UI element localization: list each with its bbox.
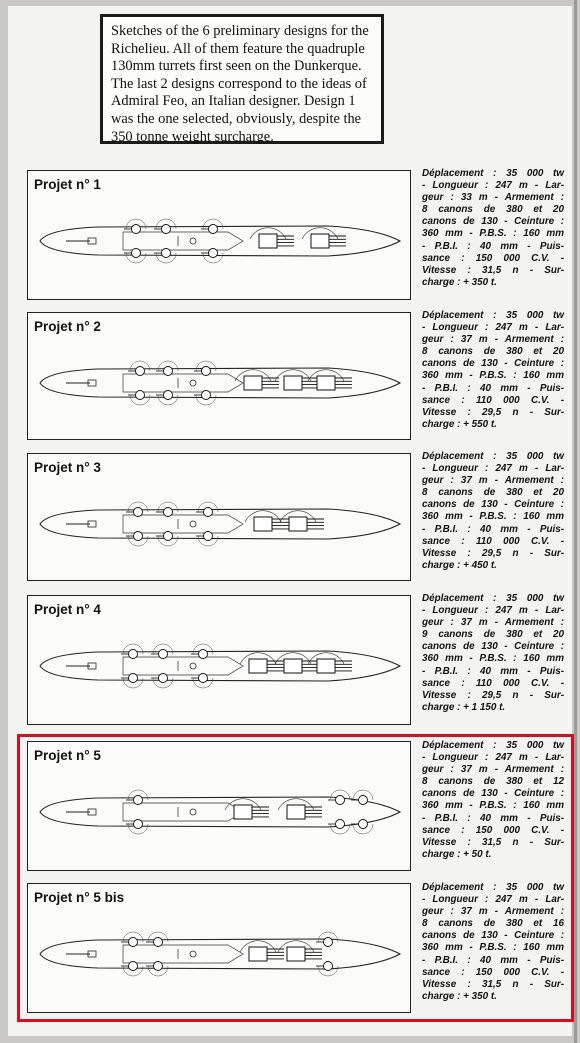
secondary-turret xyxy=(134,532,143,541)
spec-line: charge : + 50 t. xyxy=(422,848,492,860)
spec-line: charge : + 1 150 t. xyxy=(422,701,506,713)
spec-line: canons de 130 - Ceinture : xyxy=(422,788,564,800)
spec-line: Déplacement : 35 000 tw xyxy=(422,882,564,893)
spec-line: sance : 150 000 C.V. - xyxy=(422,252,564,264)
spec-line: - Longueur : 247 m - Lar- xyxy=(422,322,564,334)
spec-line: - P.B.I. : 40 mm - Puis- xyxy=(422,382,564,394)
funnel xyxy=(190,380,196,386)
main-turret xyxy=(259,234,277,248)
hull-outline xyxy=(40,226,400,256)
design-panel-4 xyxy=(27,595,411,725)
spec-line: Déplacement : 35 000 tw xyxy=(422,740,564,751)
caption-line: The last 2 designs correspond to the ideas of xyxy=(111,75,367,92)
secondary-turret xyxy=(204,508,213,517)
spec-line: canons de 130 - Ceinture : xyxy=(422,358,564,370)
spec-line: sance : 150 000 C.V. - xyxy=(422,824,564,836)
design-specs-3 xyxy=(422,451,564,572)
secondary-turret xyxy=(129,650,138,659)
hull-outline xyxy=(40,651,400,681)
spec-line: - Longueur : 247 m - Lar- xyxy=(422,752,564,764)
spec-line: Vitesse : 29,5 n - Sur- xyxy=(422,689,564,701)
design-title: Projet n° 5 xyxy=(34,748,101,763)
superstructure xyxy=(123,657,243,675)
secondary-turret xyxy=(129,674,138,683)
design-panel-3 xyxy=(27,453,411,581)
spec-line: geur : 37 m - Armement : xyxy=(422,334,564,346)
spec-line: canons de 130 - Ceinture : xyxy=(422,216,564,228)
ship-sketch xyxy=(28,171,412,301)
funnel xyxy=(190,521,196,527)
spec-line: geur : 37 m - Armement : xyxy=(422,764,564,776)
main-turret xyxy=(249,659,267,673)
spec-line: Vitesse : 31,5 n - Sur- xyxy=(422,836,564,848)
design-specs-1 xyxy=(422,168,564,289)
secondary-turret xyxy=(199,674,208,683)
caption-line: Sketches of the 6 preliminary designs for the xyxy=(111,23,369,39)
spec-line: canons de 130 - Ceinture : xyxy=(422,641,564,653)
superstructure xyxy=(123,232,243,250)
spec-line: Vitesse : 29,5 n - Sur- xyxy=(422,547,564,559)
secondary-turret xyxy=(209,249,218,258)
spec-line: - Longueur : 247 m - Lar- xyxy=(422,463,564,475)
spec-line: Déplacement : 35 000 tw xyxy=(422,310,564,321)
caption-line: 130mm turrets first seen on the Dunkerque. xyxy=(111,58,362,75)
spec-line: Déplacement : 35 000 tw xyxy=(422,168,564,179)
superstructure xyxy=(123,374,243,392)
spec-line: geur : 37 m - Armement : xyxy=(422,617,564,629)
secondary-turret xyxy=(134,508,143,517)
funnel xyxy=(190,663,196,669)
design-panel-1 xyxy=(27,170,411,300)
secondary-turret xyxy=(159,650,168,659)
main-turret xyxy=(244,376,262,390)
spec-line: 9 canons de 380 et 20 xyxy=(422,629,564,641)
main-turret xyxy=(284,376,302,390)
secondary-turret xyxy=(132,225,141,234)
spec-line: geur : 37 m - Armement : xyxy=(422,475,564,487)
spec-line: charge : + 450 t. xyxy=(422,559,497,571)
secondary-turret xyxy=(162,225,171,234)
spec-line: Vitesse : 29,5 n - Sur- xyxy=(422,406,564,418)
design-specs-2 xyxy=(422,310,564,431)
design-title: Projet n° 5 bis xyxy=(34,890,125,905)
design-title: Projet n° 4 xyxy=(34,602,101,617)
secondary-turret xyxy=(136,367,145,376)
spec-line: canons de 130 - Ceinture : xyxy=(422,499,564,511)
secondary-turret xyxy=(164,391,173,400)
main-turret xyxy=(289,517,307,531)
spec-line: sance : 150 000 C.V. - xyxy=(422,966,564,978)
spec-line: 8 canons de 380 et 12 xyxy=(422,776,564,788)
design-specs-4 xyxy=(422,593,564,714)
main-turret xyxy=(284,659,302,673)
spec-line: 8 canons de 380 et 16 xyxy=(422,918,564,930)
caption-line: Admiral Feo, an Italian designer. Design 1 xyxy=(111,93,356,110)
spec-line: canons de 130 - Ceinture : xyxy=(422,930,564,942)
spec-line: - Longueur : 247 m - Lar- xyxy=(422,605,564,617)
spec-line: Vitesse : 31,5 n - Sur- xyxy=(422,264,564,276)
main-turret xyxy=(254,517,272,531)
spec-line: 360 mm - P.B.S. : 160 mm xyxy=(422,653,564,665)
spec-line: - P.B.I. : 40 mm - Puis- xyxy=(422,665,564,677)
spec-line: 360 mm - P.B.S. : 160 mm xyxy=(422,942,564,954)
main-turret xyxy=(317,376,335,390)
secondary-turret xyxy=(159,674,168,683)
caption-box xyxy=(100,14,384,144)
main-turret xyxy=(311,234,329,248)
design-panel-2 xyxy=(27,312,411,440)
spec-line: 8 canons de 380 et 20 xyxy=(422,346,564,358)
spec-line: Vitesse : 31,5 n - Sur- xyxy=(422,978,564,990)
funnel xyxy=(190,238,196,244)
superstructure xyxy=(123,515,243,533)
spec-line: charge : + 350 t. xyxy=(422,276,497,288)
design-title: Projet n° 2 xyxy=(34,319,101,334)
design-title: Projet n° 3 xyxy=(34,460,101,475)
ship-sketch xyxy=(28,454,412,584)
spec-line: geur : 33 m - Armement : xyxy=(422,192,564,204)
hull-outline xyxy=(40,368,400,398)
spec-line: charge : + 550 t. xyxy=(422,418,497,430)
spec-line: - P.B.I. : 40 mm - Puis- xyxy=(422,954,564,966)
spec-line: Déplacement : 35 000 tw xyxy=(422,451,564,462)
ship-sketch xyxy=(28,313,412,443)
secondary-turret xyxy=(136,391,145,400)
scan-edge xyxy=(574,0,577,1043)
ship-sketch xyxy=(28,596,412,726)
secondary-turret xyxy=(164,367,173,376)
spec-line: 360 mm - P.B.S. : 160 mm xyxy=(422,228,564,240)
spec-line: 8 canons de 380 et 20 xyxy=(422,204,564,216)
caption-line: was the one selected, obviously, despite the xyxy=(111,110,362,127)
spec-line: - P.B.I. : 40 mm - Puis- xyxy=(422,240,564,252)
highlight-frame xyxy=(17,734,574,1022)
main-turret xyxy=(317,659,335,673)
secondary-turret xyxy=(162,249,171,258)
secondary-turret xyxy=(209,225,218,234)
spec-line: sance : 110 000 C.V. - xyxy=(422,535,564,547)
spec-line: - P.B.I. : 40 mm - Puis- xyxy=(422,812,564,824)
spec-line: 360 mm - P.B.S. : 160 mm xyxy=(422,370,564,382)
spec-line: charge : + 350 t. xyxy=(422,990,497,1002)
spec-line: 360 mm - P.B.S. : 160 mm xyxy=(422,800,564,812)
secondary-turret xyxy=(164,508,173,517)
spec-line: Déplacement : 35 000 tw xyxy=(422,593,564,604)
spec-line: 8 canons de 380 et 20 xyxy=(422,487,564,499)
spec-line: geur : 37 m - Armement : xyxy=(422,906,564,918)
secondary-turret xyxy=(202,391,211,400)
secondary-turret xyxy=(202,367,211,376)
secondary-turret xyxy=(132,249,141,258)
secondary-turret xyxy=(204,532,213,541)
spec-line: sance : 110 000 C.V. - xyxy=(422,677,564,689)
spec-line: 360 mm - P.B.S. : 160 mm xyxy=(422,511,564,523)
spec-line: sance : 110 000 C.V. - xyxy=(422,394,564,406)
design-title: Projet n° 1 xyxy=(34,177,101,192)
spec-line: - Longueur : 247 m - Lar- xyxy=(422,894,564,906)
spec-line: - Longueur : 247 m - Lar- xyxy=(422,180,564,192)
hull-outline xyxy=(40,509,400,539)
caption-line: Richelieu. All of them feature the quadruple xyxy=(111,40,365,57)
secondary-turret xyxy=(199,650,208,659)
caption-line: 350 tonne weight surcharge. xyxy=(111,128,274,145)
secondary-turret xyxy=(164,532,173,541)
spec-line: - P.B.I. : 40 mm - Puis- xyxy=(422,523,564,535)
